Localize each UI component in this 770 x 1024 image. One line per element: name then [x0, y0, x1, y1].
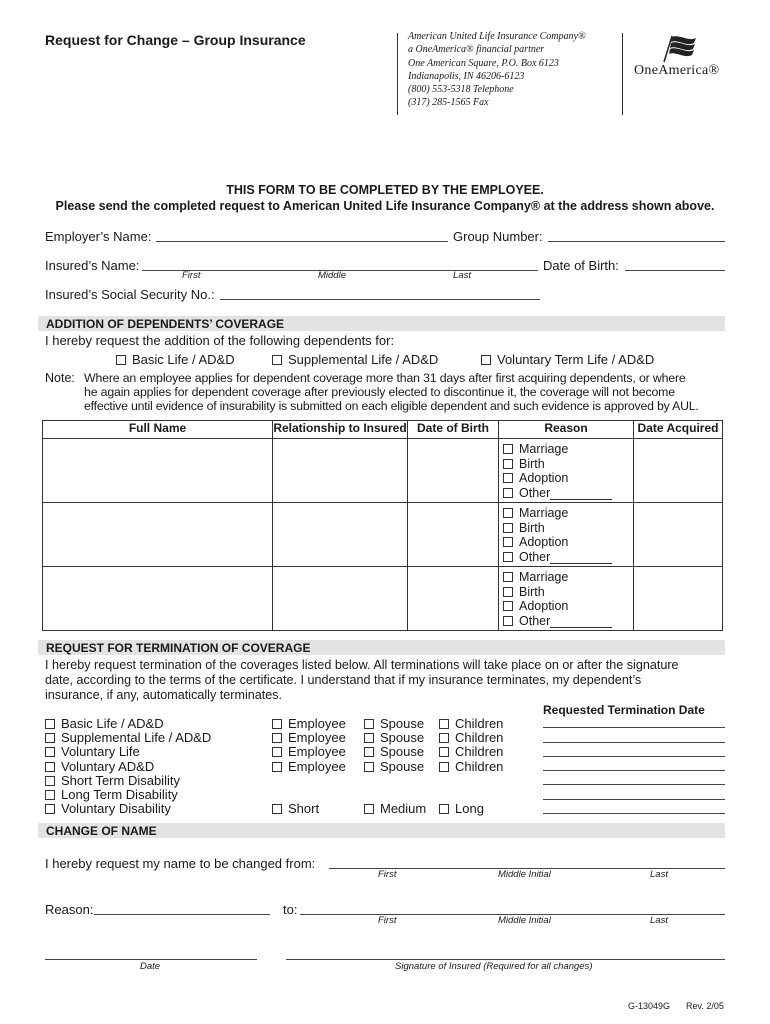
term-voluntary-disability[interactable]: Voluntary Disability — [45, 801, 171, 816]
to-last-caption: Last — [650, 915, 668, 926]
term-children-2[interactable]: Children — [439, 730, 503, 745]
termination-heading: REQUEST FOR TERMINATION OF COVERAGE — [46, 641, 311, 655]
company-address — [408, 30, 586, 110]
header-divider-left — [397, 33, 398, 115]
group-number-label: Group Number: — [453, 229, 543, 244]
col-relationship: Relationship to Insured — [273, 421, 408, 439]
address-line: a OneAmerica® financial partner — [408, 44, 545, 56]
term-std[interactable]: Short Term Disability — [45, 773, 180, 788]
dependents-table — [42, 420, 723, 631]
option-voluntary-term-life[interactable]: Voluntary Term Life / AD&D — [481, 352, 654, 367]
name-change-heading-band — [38, 823, 725, 838]
dob-cell[interactable] — [408, 503, 499, 567]
reason-adoption[interactable]: Adoption — [503, 471, 633, 486]
reason-other[interactable]: Other — [503, 486, 633, 501]
reason-label: Reason: — [45, 902, 94, 917]
requested-termination-date-label: Requested Termination Date — [543, 703, 705, 717]
form-number: G-13049G — [628, 1001, 671, 1011]
reason-birth[interactable]: Birth — [503, 521, 633, 536]
term-voluntary-life[interactable]: Voluntary Life — [45, 744, 140, 759]
employer-name-label: Employer’s Name: — [45, 229, 152, 244]
to-middle-initial-caption: Middle Initial — [498, 915, 551, 926]
form-title: Request for Change – Group Insurance — [45, 32, 306, 48]
term-long[interactable]: Long — [439, 801, 484, 816]
from-first-caption: First — [378, 869, 397, 880]
termination-date-field[interactable] — [543, 813, 725, 814]
ssn-label: Insured’s Social Security No.: — [45, 287, 215, 302]
reason-birth[interactable]: Birth — [503, 585, 633, 600]
termination-date-field[interactable] — [543, 742, 725, 743]
date-caption: Date — [140, 961, 161, 972]
note-line-2: he again applies for dependent coverage after previously elected to discontinue it, the coverage will not become — [84, 385, 675, 399]
reason-other[interactable]: Other — [503, 550, 633, 565]
term-voluntary-add[interactable]: Voluntary AD&D — [45, 759, 154, 774]
to-first-caption: First — [378, 915, 397, 926]
to-label: to: — [283, 902, 298, 917]
oneamerica-logo-text: OneAmerica® — [634, 63, 720, 78]
relationship-cell[interactable] — [273, 567, 408, 631]
term-spouse-1[interactable]: Spouse — [364, 716, 424, 731]
termination-heading-band — [38, 640, 725, 655]
term-spouse-2[interactable]: Spouse — [364, 730, 424, 745]
address-line: American United Life Insurance Company® — [408, 31, 586, 42]
table-row — [43, 567, 723, 631]
addition-intro: I hereby request the addition of the following dependents for: — [45, 333, 395, 348]
table-row — [43, 503, 723, 567]
termination-date-field[interactable] — [543, 770, 725, 771]
name-change-from-label: I hereby request my name to be changed from: — [45, 856, 316, 871]
term-employee-3[interactable]: Employee — [272, 744, 346, 759]
addition-heading-band — [38, 316, 725, 331]
signature-field[interactable] — [286, 959, 725, 960]
termination-date-field[interactable] — [543, 756, 725, 757]
table-header-row — [43, 421, 723, 439]
termination-text-3: insurance, if any, automatically terminates. — [45, 688, 283, 702]
note-label: Note: — [45, 371, 75, 385]
ssn-field[interactable] — [220, 299, 540, 300]
relationship-cell[interactable] — [273, 439, 408, 503]
revision: Rev. 2/05 — [686, 1001, 724, 1011]
insured-name-label: Insured’s Name: — [45, 258, 140, 273]
termination-date-field[interactable] — [543, 799, 725, 800]
term-spouse-4[interactable]: Spouse — [364, 759, 424, 774]
date-acquired-cell[interactable] — [634, 503, 723, 567]
reason-marriage[interactable]: Marriage — [503, 442, 633, 457]
col-reason: Reason — [499, 421, 634, 439]
dob-cell[interactable] — [408, 567, 499, 631]
termination-date-field[interactable] — [543, 784, 725, 785]
col-full-name: Full Name — [43, 421, 273, 439]
term-spouse-3[interactable]: Spouse — [364, 744, 424, 759]
reason-other[interactable]: Other — [503, 614, 633, 629]
name-change-heading: CHANGE OF NAME — [46, 824, 157, 838]
reason-adoption[interactable]: Adoption — [503, 535, 633, 550]
address-line: One American Square, P.O. Box 6123 — [408, 57, 559, 69]
full-name-cell[interactable] — [43, 439, 273, 503]
from-last-caption: Last — [650, 869, 668, 880]
group-number-field[interactable] — [548, 241, 725, 242]
instruction-line-1: THIS FORM TO BE COMPLETED BY THE EMPLOYEE. — [226, 183, 544, 197]
term-supplemental-life[interactable]: Supplemental Life / AD&D — [45, 730, 211, 745]
term-medium[interactable]: Medium — [364, 801, 426, 816]
full-name-cell[interactable] — [43, 503, 273, 567]
middle-caption: Middle — [318, 270, 346, 281]
first-caption: First — [182, 270, 201, 281]
term-employee-4[interactable]: Employee — [272, 759, 346, 774]
col-date-acquired: Date Acquired — [634, 421, 723, 439]
checkbox[interactable] — [481, 355, 491, 365]
table-row — [43, 439, 723, 503]
addition-heading: ADDITION OF DEPENDENTS’ COVERAGE — [46, 317, 285, 331]
col-date-of-birth: Date of Birth — [408, 421, 499, 439]
term-children-1[interactable]: Children — [439, 716, 503, 731]
date-of-birth-field[interactable] — [625, 270, 725, 271]
address-line: (800) 553-5318 Telephone — [408, 84, 514, 96]
relationship-cell[interactable] — [273, 503, 408, 567]
reason-birth[interactable]: Birth — [503, 457, 633, 472]
term-basic-life[interactable]: Basic Life / AD&D — [45, 716, 164, 731]
from-middle-initial-caption: Middle Initial — [498, 869, 551, 880]
reason-cell — [499, 567, 634, 631]
full-name-cell[interactable] — [43, 567, 273, 631]
reason-cell — [499, 503, 634, 567]
term-children-3[interactable]: Children — [439, 744, 503, 759]
address-line: (317) 285-1565 Fax — [408, 97, 489, 109]
term-children-4[interactable]: Children — [439, 759, 503, 774]
term-short[interactable]: Short — [272, 801, 319, 816]
note-line-3: effective until evidence of insurability is submitted on each eligible dependent and such evidence is approved by AUL. — [84, 399, 699, 413]
termination-text-2: date, according to the terms of the certificate. I understand that if my insurance terminates, my dependent’s — [45, 673, 642, 687]
date-of-birth-label: Date of Birth: — [543, 258, 619, 273]
date-acquired-cell[interactable] — [634, 439, 723, 503]
address-line: Indianapolis, IN 46206-6123 — [408, 70, 525, 82]
checkbox[interactable] — [116, 355, 126, 365]
date-acquired-cell[interactable] — [634, 567, 723, 631]
reason-marriage[interactable]: Marriage — [503, 506, 633, 521]
header-divider-right — [622, 33, 623, 115]
option-basic-life[interactable]: Basic Life / AD&D — [116, 352, 235, 367]
term-employee-2[interactable]: Employee — [272, 730, 346, 745]
reason-field[interactable] — [94, 914, 270, 915]
reason-cell — [499, 439, 634, 503]
reason-marriage[interactable]: Marriage — [503, 570, 633, 585]
instruction-line-2: Please send the completed request to American United Life Insurance Company® at the address shown above. — [55, 199, 715, 213]
term-ltd[interactable]: Long Term Disability — [45, 787, 178, 802]
date-signature-field[interactable] — [45, 959, 257, 960]
note-line-1: Where an employee applies for dependent coverage more than 31 days after first acquiring dependents, or where — [84, 371, 686, 385]
checkbox[interactable] — [272, 355, 282, 365]
termination-date-field[interactable] — [543, 727, 725, 728]
termination-text-1: I hereby request termination of the coverages listed below. All terminations will take place on or after the signature — [45, 658, 679, 672]
signature-caption: Signature of Insured (Required for all changes) — [395, 961, 593, 972]
reason-adoption[interactable]: Adoption — [503, 599, 633, 614]
last-caption: Last — [453, 270, 471, 281]
term-employee-1[interactable]: Employee — [272, 716, 346, 731]
option-supplemental-life[interactable]: Supplemental Life / AD&D — [272, 352, 438, 367]
employer-name-field[interactable] — [156, 241, 448, 242]
dob-cell[interactable] — [408, 439, 499, 503]
